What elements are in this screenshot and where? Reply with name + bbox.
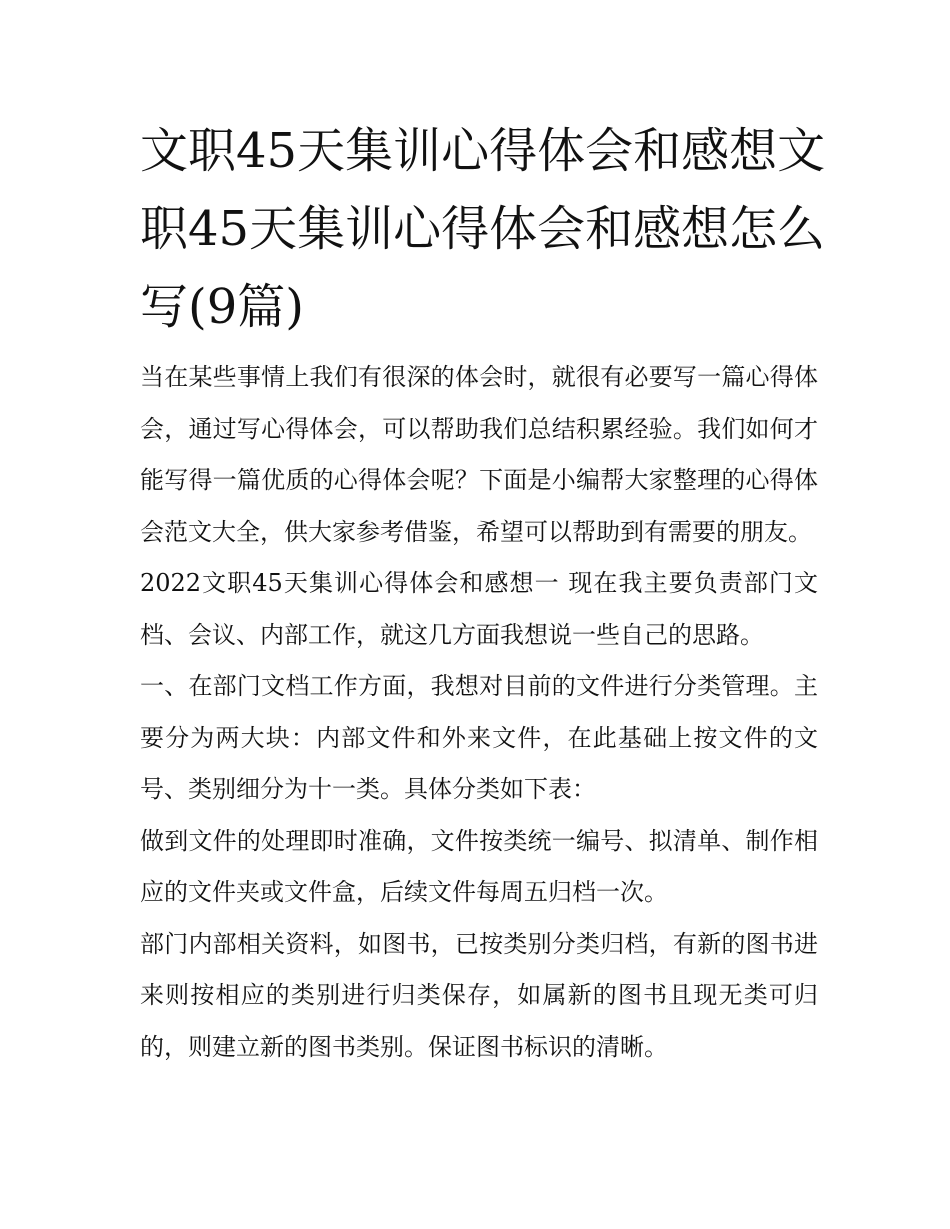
document-body: [140, 352, 818, 1073]
document-title: 文职45天集训心得体会和感想文职45天集训心得体会和感想怎么写(9篇): [140, 123, 826, 335]
paragraph-document-classification: 一、在部门文档工作方面，我想对目前的文件进行分类管理。主要分为两大块：内部文件和外来文件，在此基础上按文件的文号、类别细分为十一类。具体分类如下表：: [140, 672, 818, 803]
paragraph-internal-materials: 部门内部相关资料，如图书，已按类别分类归档，有新的图书进来则按相应的类别进行归类保存，如属新的图书且现无类可归的，则建立新的图书类别。保证图书标识的清晰。: [140, 929, 818, 1061]
paragraph-intro: 当在某些事情上我们有很深的体会时，就很有必要写一篇心得体会，通过写心得体会，可以帮助我们总结积累经验。我们如何才能写得一篇优质的心得体会呢？下面是小编帮大家整理的心得体会范文大全，供大家参考借鉴，希望可以帮助到有需要的朋友。: [140, 363, 818, 546]
paragraph-section-one: 2022文职45天集训心得体会和感想一 现在我主要负责部门文档、会议、内部工作，就这几方面我想说一些自己的思路。: [140, 569, 818, 649]
paragraph-file-processing: 做到文件的处理即时准确，文件按类统一编号、拟清单、制作相应的文件夹或文件盒，后续文件每周五归档一次。: [140, 826, 818, 906]
